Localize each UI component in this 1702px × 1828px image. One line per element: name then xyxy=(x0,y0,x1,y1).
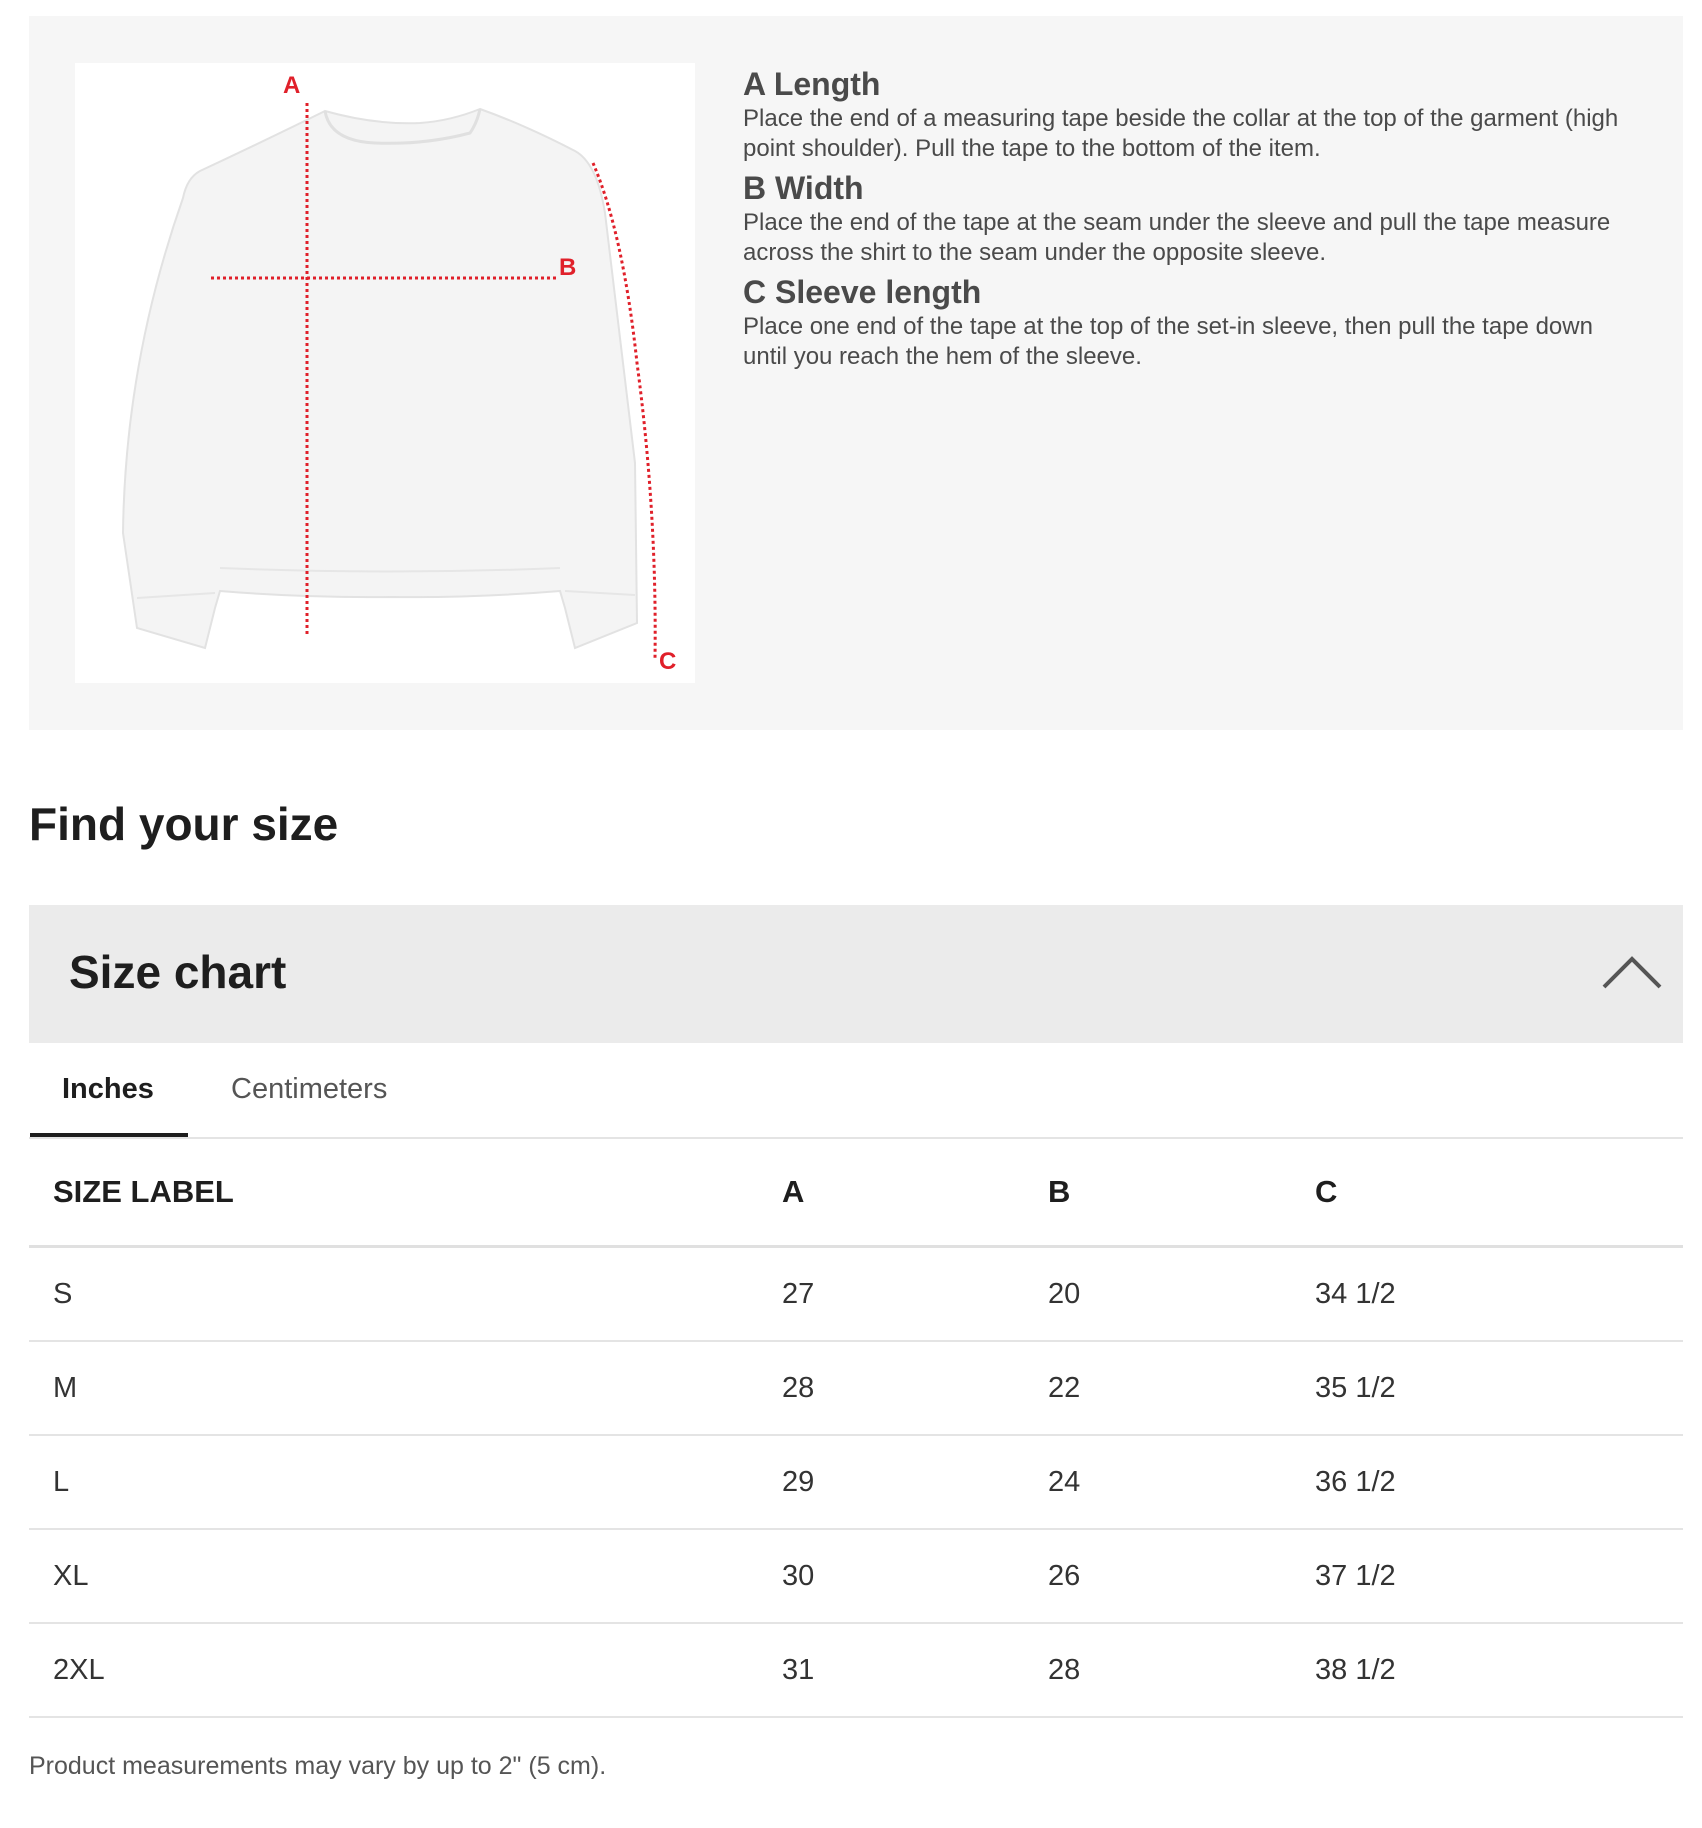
unit-tabs xyxy=(29,1043,1683,1139)
measurement-title-c: C Sleeve length xyxy=(743,274,982,310)
cell-b: 26 xyxy=(1048,1529,1315,1623)
cell-b: 28 xyxy=(1048,1623,1315,1717)
table-row xyxy=(29,1529,1683,1623)
cell-a: 30 xyxy=(782,1529,1048,1623)
cell-b: 22 xyxy=(1048,1341,1315,1435)
cell-c: 34 1/2 xyxy=(1315,1247,1683,1342)
size-chart-title: Size chart xyxy=(69,946,287,998)
cell-b: 24 xyxy=(1048,1435,1315,1529)
measurement-desc-b: Place the end of the tape at the seam under the sleeve and pull the tape measure across the shirt to the seam under the opposite sleeve. xyxy=(743,209,1611,266)
cell-size: M xyxy=(29,1341,782,1435)
measurement-descriptions xyxy=(743,64,1643,376)
label-b: B xyxy=(559,254,577,281)
cell-b: 20 xyxy=(1048,1247,1315,1342)
cell-c: 37 1/2 xyxy=(1315,1529,1683,1623)
table-row xyxy=(29,1623,1683,1717)
cell-c: 38 1/2 xyxy=(1315,1623,1683,1717)
measurement-desc-c: Place one end of the tape at the top of the set-in sleeve, then pull the tape down until you reach the hem of the sleeve. xyxy=(743,313,1593,370)
measurement-desc-a: Place the end of a measuring tape beside the collar at the top of the garment (high point shoulder). Pull the tape to the bottom of the item. xyxy=(743,105,1619,162)
cell-c: 35 1/2 xyxy=(1315,1341,1683,1435)
column-header-b: B xyxy=(1048,1139,1315,1247)
size-chart-accordion-toggle[interactable] xyxy=(29,905,1683,1043)
table-header-row xyxy=(29,1139,1683,1247)
active-tab-indicator xyxy=(30,1133,188,1137)
cell-size: XL xyxy=(29,1529,782,1623)
cell-c: 36 1/2 xyxy=(1315,1435,1683,1529)
cell-a: 29 xyxy=(782,1435,1048,1529)
column-header-c: C xyxy=(1315,1139,1683,1247)
sweatshirt-diagram xyxy=(75,63,695,683)
table-row xyxy=(29,1341,1683,1435)
cell-size: S xyxy=(29,1247,782,1342)
column-header-size-label: SIZE LABEL xyxy=(29,1139,782,1247)
find-your-size-heading: Find your size xyxy=(29,798,339,850)
table-row xyxy=(29,1435,1683,1529)
table-row xyxy=(29,1247,1683,1342)
label-c: C xyxy=(659,648,677,675)
measurement-disclaimer: Product measurements may vary by up to 2" (5 cm). xyxy=(29,1752,607,1780)
column-header-a: A xyxy=(782,1139,1048,1247)
measurement-title-b: B Width xyxy=(743,170,864,206)
chevron-up-icon[interactable] xyxy=(1601,953,1663,993)
measurement-guide-panel xyxy=(29,16,1683,730)
cell-size: 2XL xyxy=(29,1623,782,1717)
measurement-title-a: A Length xyxy=(743,66,881,102)
cell-size: L xyxy=(29,1435,782,1529)
tab-inches[interactable]: Inches xyxy=(62,1073,154,1105)
size-table xyxy=(29,1139,1683,1718)
tab-centimeters[interactable]: Centimeters xyxy=(231,1073,388,1105)
label-a: A xyxy=(283,72,301,99)
cell-a: 31 xyxy=(782,1623,1048,1717)
cell-a: 27 xyxy=(782,1247,1048,1342)
sweatshirt-measurement-diagram xyxy=(75,63,695,683)
cell-a: 28 xyxy=(782,1341,1048,1435)
